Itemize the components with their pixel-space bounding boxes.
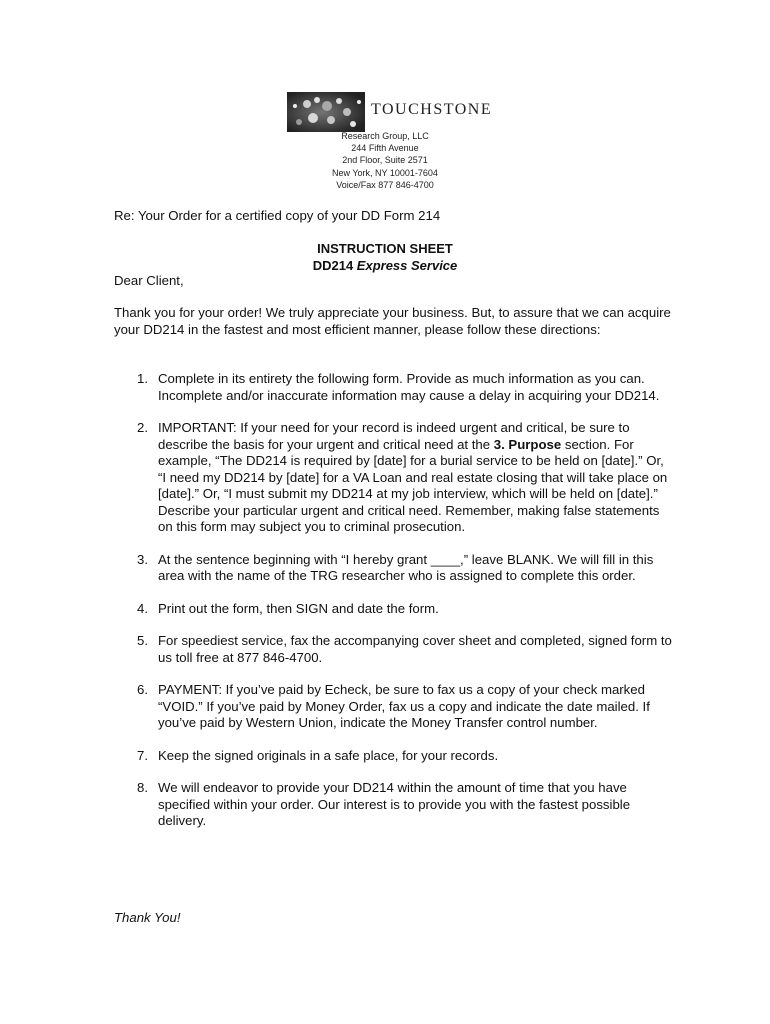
greeting: Dear Client, [114,273,184,288]
logo-wordmark: TOUCHSTONE [371,101,493,118]
address-line: 2nd Floor, Suite 2571 [342,155,428,166]
intro-paragraph: Thank you for your order! We truly appreciate your business. But, to assure that we can acquire your DD214 in the fastest and most efficient manner, please follow these directions: [114,305,671,337]
list-item [114,601,674,618]
list-item [114,633,674,666]
logo-emblem-icon [287,92,365,132]
subject-line: Re: Your Order for a certified copy of your DD Form 214 [114,208,441,223]
item-number: 4. [137,600,148,616]
item-text: We will endeavor to provide your DD214 within the amount of time that you have specified within your order. Our interest is to provide you with the fastest possible delivery. [158,780,631,828]
item-number: 8. [137,780,148,795]
title-line-1: INSTRUCTION SHEET [317,241,453,256]
document-title [235,240,535,274]
list-item [114,420,674,536]
list-item [114,682,674,732]
item-text: IMPORTANT: If your need for your record is indeed urgent and critical, be sure to describe the basis for your urgent and critical need at the 3. Purpose section. For example, “The DD214 is required by [date] for a burial service to be held on [date].” Or, “I need my DD214 by [date] for a VA Loan and real estate closing that will take place on [date].” Or, “I must submit my DD214 at my job interview, which will be held on [date].” Describe your particular urgent and critical need. Remember, making false statements on this form may subject you to criminal prosecution. [158,420,668,534]
address-line: New York, NY 10001-7604 [332,167,438,178]
item-number: 5. [137,633,148,648]
list-item [114,780,674,830]
title-line-2: DD214 Express Service [312,258,458,273]
item-number: 6. [137,682,148,697]
item-text: For speediest service, fax the accompanying cover sheet and completed, signed form to us toll free at 877 846-4700. [158,633,672,665]
item-text: Keep the signed originals in a safe place, for your records. [158,747,499,763]
address-line: Research Group, LLC [341,131,429,141]
company-address [235,130,535,191]
item-number: 2. [137,420,148,435]
list-item [114,748,674,765]
item-text: PAYMENT: If you’ve paid by Echeck, be sure to fax us a copy of your check marked “VOID.” If you’ve paid by Money Order, fax us a copy and indicate the date mailed. If you’ve paid by Western Union, indicate the Money Transfer control number. [158,682,650,730]
purpose-emphasis: 3. Purpose [493,436,562,452]
closing: Thank You! [114,910,181,925]
item-number: 3. [137,551,148,567]
list-item [114,552,674,585]
item-number: 1. [137,371,148,386]
item-text: At the sentence beginning with “I hereby grant ____,” leave BLANK. We will fill in this area with the name of the TRG researcher who is assigned to complete this order. [158,551,654,583]
address-line: 244 Fifth Avenue [351,143,419,154]
item-text: Print out the form, then SIGN and date the form. [158,600,439,616]
list-item [114,371,674,404]
item-text: Complete in its entirety the following form. Provide as much information as you can. Incomplete and/or inaccurate information may cause a delay in acquiring your DD214. [158,371,660,403]
address-line: Voice/Fax 877 846-4700 [336,179,434,190]
instruction-list [114,371,674,846]
company-logo [287,92,493,132]
item-number: 7. [137,747,148,763]
